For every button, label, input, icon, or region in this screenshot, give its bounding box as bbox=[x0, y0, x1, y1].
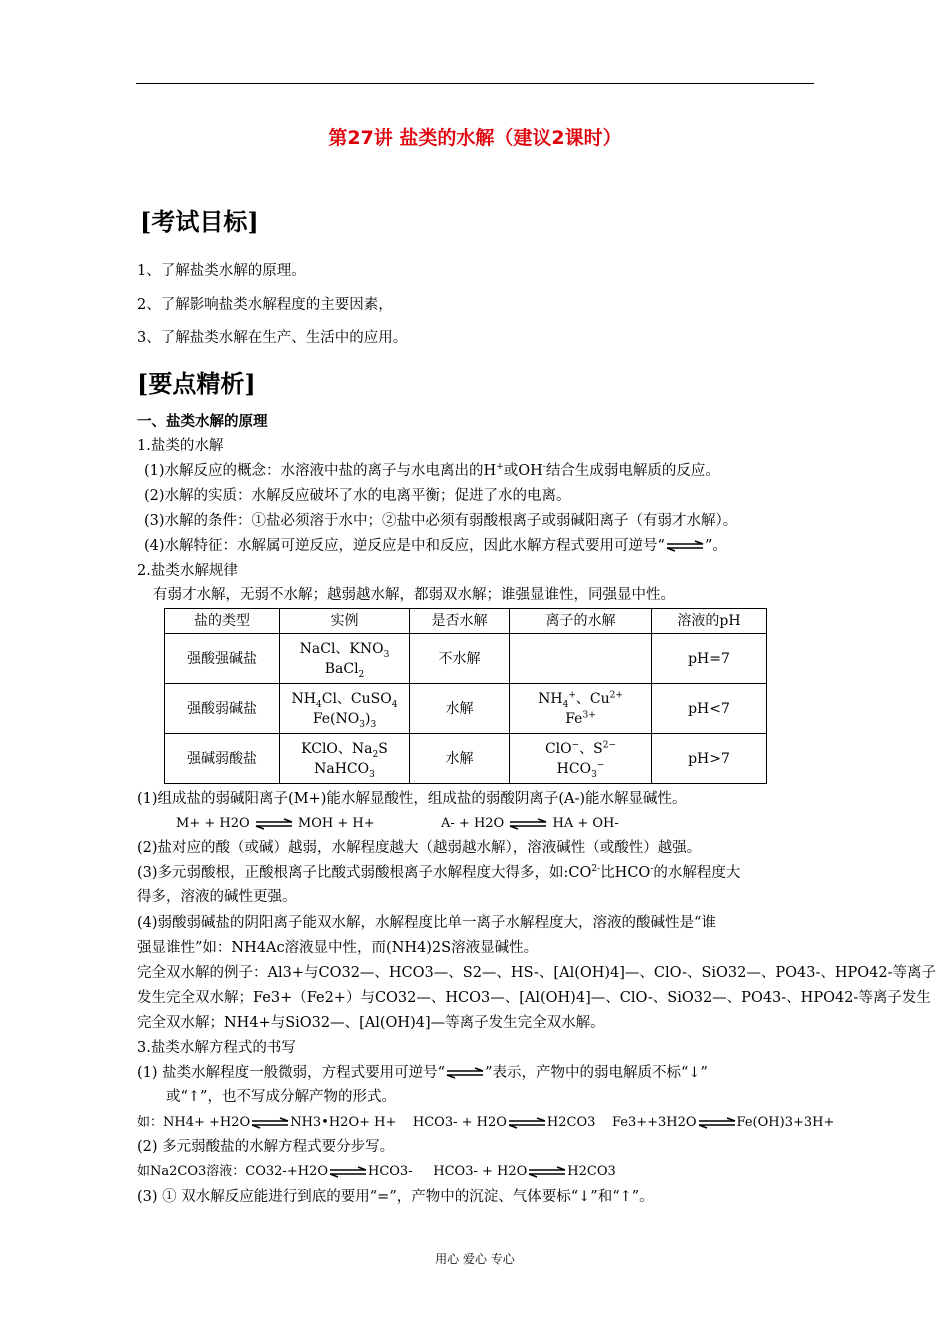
s3-p1-cont: 或“↑”，也不写成分解产物的形式。 bbox=[166, 1089, 396, 1105]
page-title: 第27讲 盐类的水解（建议2课时） bbox=[328, 127, 622, 149]
table-row bbox=[165, 734, 767, 784]
goal-2: 2、了解影响盐类水解程度的主要因素， bbox=[137, 297, 393, 313]
table-row bbox=[165, 634, 767, 684]
s3-p3: (3) ① 双水解反应能进行到底的要用“=”，产物中的沉淀、气体要标“↓”和“↑”。 bbox=[137, 1189, 654, 1205]
s1-line-4 bbox=[144, 535, 727, 557]
text: (3)多元弱酸根，正酸根离子比酸式弱酸根离子水解程度大得多，如:CO bbox=[137, 865, 592, 881]
text: NH3•H2O+ H+ bbox=[290, 1115, 397, 1130]
text: Fe3++3H2O bbox=[611, 1115, 697, 1130]
text: 、S bbox=[579, 740, 603, 757]
cell-example bbox=[280, 634, 410, 684]
s3-p1 bbox=[137, 1062, 708, 1084]
text: 如： bbox=[137, 1115, 164, 1130]
text: ”。 bbox=[704, 538, 727, 554]
cell-example bbox=[280, 684, 410, 734]
reversible-arrow-icon bbox=[665, 540, 705, 552]
text: M+ + H2O bbox=[176, 816, 250, 831]
text: 比HCO bbox=[600, 865, 651, 881]
table-header-row bbox=[165, 609, 767, 634]
equation-1 bbox=[176, 813, 375, 835]
note-4: (4)弱酸弱碱盐的阴阳离子能双水解，水解程度比单一离子水解程度大，溶液的酸碱性是“谁 bbox=[137, 915, 716, 931]
text: HA + OH- bbox=[552, 816, 619, 831]
text: NaCl、KNO bbox=[299, 640, 384, 657]
note-3: (3)多元弱酸根，正酸根离子比酸式弱酸根离子水解程度大得多，如$:CO^{2-}$比HCO-的水解程度大 bbox=[137, 864, 741, 881]
s3-p2: (2) 多元弱酸盐的水解方程式要分步写。 bbox=[137, 1139, 395, 1155]
text: CO32-+H2O bbox=[245, 1164, 328, 1179]
text: 或OH bbox=[503, 463, 543, 479]
text: Fe(OH)3+3H+ bbox=[736, 1115, 835, 1130]
cell-ph: pH<7 bbox=[652, 684, 767, 734]
part1-heading: 一、盐类水解的原理 bbox=[137, 414, 268, 430]
reversible-arrow-icon bbox=[508, 818, 548, 830]
note-4-cont: 强显谁性”如：NH4Ac溶液显中性，而(NH4)2S溶液显碱性。 bbox=[137, 940, 539, 956]
points-heading: [要点精析] bbox=[137, 369, 256, 398]
equation-2 bbox=[441, 813, 619, 835]
note-1: (1)组成盐的弱碱阳离子(M+)能水解显酸性，组成盐的弱酸阴离子(A-)能水解显碱性。 bbox=[137, 791, 687, 807]
subscript: 3 bbox=[591, 769, 597, 780]
cell-ph: pH=7 bbox=[652, 634, 767, 684]
header-cell: 溶液的pH bbox=[652, 609, 767, 634]
subscript: 4 bbox=[316, 699, 322, 710]
text: S bbox=[378, 740, 388, 757]
superscript: 2− bbox=[602, 739, 617, 750]
text: H2CO3 bbox=[546, 1115, 596, 1130]
s3-heading: 3.盐类水解方程式的书写 bbox=[137, 1040, 296, 1056]
text: NaHCO bbox=[314, 760, 370, 777]
text: 、Cu bbox=[575, 690, 610, 707]
text: Cl、CuSO bbox=[321, 690, 392, 707]
table-row bbox=[165, 684, 767, 734]
reversible-arrow-icon bbox=[507, 1117, 547, 1129]
superscript: − bbox=[596, 759, 605, 770]
subscript: 2 bbox=[358, 669, 365, 680]
text: (1) 盐类水解程度一般微弱，方程式要用可逆号“ bbox=[137, 1065, 446, 1081]
text: Fe bbox=[565, 710, 583, 727]
goals-heading: [考试目标] bbox=[140, 207, 259, 236]
reversible-arrow-icon bbox=[328, 1166, 368, 1178]
superscript: 2+ bbox=[609, 689, 623, 700]
text: HCO3- + H2O bbox=[433, 1164, 528, 1179]
double-hydrolysis-3: 完全双水解；NH4+与SiO32—、[Al(OH)4]—等离子发生完全双水解。 bbox=[137, 1015, 605, 1031]
s2-rule: 有弱才水解，无弱不水解；越弱越水解，都弱双水解；谁强显谁性，同强显中性。 bbox=[153, 587, 675, 603]
text: 的水解程度大 bbox=[653, 865, 741, 881]
text: A- + H2O bbox=[441, 816, 505, 831]
header-cell: 实例 bbox=[280, 609, 410, 634]
s1-line-3: (3)水解的条件：①盐必须溶于水中；②盐中必须有弱酸根离子或弱碱阳离子（有弱才水解）。 bbox=[144, 513, 738, 529]
superscript: − bbox=[571, 739, 580, 750]
reversible-arrow-icon bbox=[527, 1166, 567, 1178]
text: ) bbox=[364, 710, 371, 727]
text: (4)水解特征：水解属可逆反应，逆反应是中和反应，因此水解方程式要用可逆号“ bbox=[144, 538, 665, 554]
note-2: (2)盐对应的酸（或碱）越弱，水解程度越大（越弱越水解），溶液碱性（或酸性）越强。 bbox=[137, 840, 702, 856]
text: MOH + H+ bbox=[297, 816, 375, 831]
text: HCO3- + H2O bbox=[412, 1115, 507, 1130]
subscript: 3 bbox=[359, 719, 365, 730]
text: BaCl bbox=[324, 660, 359, 677]
s3-p2-example bbox=[137, 1161, 616, 1183]
text: NH4+ +H2O bbox=[163, 1115, 251, 1130]
reversible-arrow-icon bbox=[697, 1117, 737, 1129]
text: ClO bbox=[544, 740, 572, 757]
header-cell: 离子的水解 bbox=[510, 609, 652, 634]
note-3-cont: 得多，溶液的碱性更强。 bbox=[137, 889, 297, 905]
cell-ph: pH>7 bbox=[652, 734, 767, 784]
double-hydrolysis-2: 发生完全双水解；Fe3+（Fe2+）与CO32—、HCO3—、[Al(OH)4]—、ClO-、SiO32—、PO43-、HPO42-等离子发生 bbox=[137, 990, 931, 1006]
text: HCO bbox=[556, 760, 592, 777]
text: ”表示，产物中的弱电解质不标“↓” bbox=[485, 1065, 708, 1081]
cell-hydrolysis: 水解 bbox=[410, 734, 510, 784]
subscript: 2 bbox=[372, 749, 379, 760]
text: Fe(NO bbox=[312, 710, 360, 727]
cell-ion bbox=[510, 684, 652, 734]
cell-type: 强碱弱酸盐 bbox=[165, 734, 280, 784]
header-cell: 盐的类型 bbox=[165, 609, 280, 634]
cell-hydrolysis: 水解 bbox=[410, 684, 510, 734]
text: NH bbox=[291, 690, 316, 707]
text: 如Na2CO3溶液： bbox=[137, 1164, 246, 1179]
subscript: 4 bbox=[562, 699, 569, 710]
s3-examples bbox=[137, 1112, 834, 1134]
subscript: 4 bbox=[391, 699, 398, 710]
cell-ion bbox=[510, 634, 652, 684]
text: KClO、Na bbox=[301, 740, 373, 757]
hydrolysis-table bbox=[164, 608, 767, 784]
subscript: 3 bbox=[369, 769, 375, 780]
text: 结合生成弱电解质的反应。 bbox=[545, 463, 720, 479]
double-hydrolysis-1: 完全双水解的例子：Al3+与CO32—、HCO3—、S2—、HS-、[Al(OH)4]—、ClO-、SiO32—、PO43-、HPO42-等离子 bbox=[137, 965, 937, 981]
reversible-arrow-icon bbox=[250, 1117, 290, 1129]
text: HCO3- bbox=[367, 1164, 413, 1179]
goal-3: 3、了解盐类水解在生产、生活中的应用。 bbox=[137, 330, 408, 346]
subscript: 3 bbox=[383, 649, 390, 660]
cell-type: 强酸强碱盐 bbox=[165, 634, 280, 684]
superscript: + bbox=[568, 689, 576, 700]
cell-example bbox=[280, 734, 410, 784]
subscript: 3 bbox=[370, 719, 377, 730]
text: (1)水解反应的概念：水溶液中盐的离子与水电离出的H bbox=[144, 463, 497, 479]
superscript: 3+ bbox=[582, 709, 596, 720]
cell-type: 强酸弱碱盐 bbox=[165, 684, 280, 734]
text: NH bbox=[538, 690, 563, 707]
s2-heading: 2.盐类水解规律 bbox=[137, 563, 238, 579]
s1-line-2: (2)水解的实质：水解反应破坏了水的电离平衡；促进了水的电离。 bbox=[144, 488, 571, 504]
s1-heading: 1.盐类的水解 bbox=[137, 438, 224, 454]
header-cell: 是否水解 bbox=[410, 609, 510, 634]
cell-ion bbox=[510, 734, 652, 784]
page-footer: 用心 爱心 专心 bbox=[435, 1252, 515, 1266]
header-rule bbox=[136, 83, 814, 84]
goal-1: 1、了解盐类水解的原理。 bbox=[137, 263, 306, 279]
reversible-arrow-icon bbox=[445, 1067, 485, 1079]
cell-hydrolysis: 不水解 bbox=[410, 634, 510, 684]
text: H2CO3 bbox=[567, 1164, 616, 1179]
reversible-arrow-icon bbox=[254, 818, 294, 830]
s1-line-1: (1)水解反应的概念：水溶液中盐的离子与水电离出的H+或OH-结合生成弱电解质的反应。 bbox=[144, 462, 720, 479]
